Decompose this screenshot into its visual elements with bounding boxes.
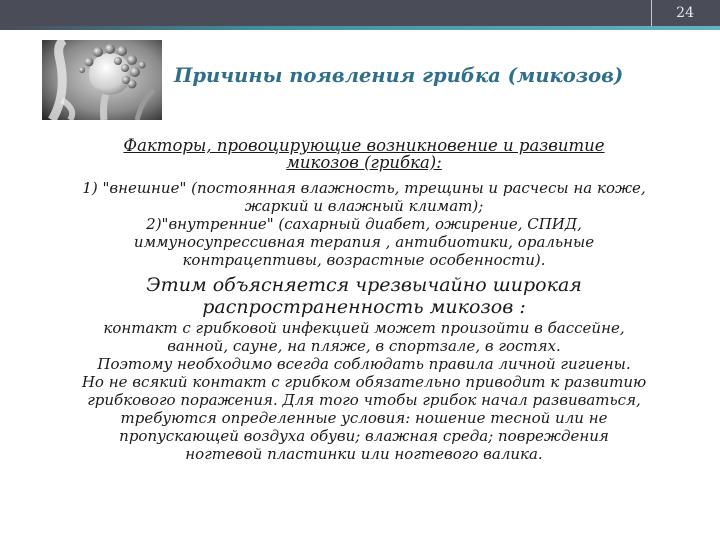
top-bar-accent (0, 26, 720, 30)
slide-number: 24 (676, 5, 694, 21)
internal-factors-line-3: контрацептивы, возрастные особенности). (182, 251, 546, 269)
slide-title: Причины появления грибка (микозов) (174, 64, 624, 87)
factors-heading-line-1: Факторы, провоцирующие возникновение и развитие (123, 136, 605, 155)
emphasis-line-2: распространенность микозов : (202, 296, 526, 318)
factors-list (30, 179, 698, 269)
contact-line-2: ванной, сауне, на пляже, в спортзале, в гостях. (167, 337, 561, 355)
internal-factors-line-1: 2)"внутренние" (сахарный диабет, ожирение, СПИД, (146, 215, 582, 233)
slide-number-divider (651, 0, 652, 26)
contact-paragraph (30, 319, 698, 463)
factors-heading (30, 137, 698, 171)
note-line-4: пропускающей воздуха обуви; влажная среда; повреждения (119, 427, 609, 445)
fungus-microscope-image (42, 40, 162, 120)
factors-heading-line-2: микозов (грибка): (286, 153, 442, 172)
external-factors-line-1: 1) "внешние" (постоянная влажность, трещины и расчесы на коже, (82, 179, 646, 197)
slide-body (30, 137, 698, 463)
prevalence-emphasis (30, 274, 698, 318)
hygiene-line: Поэтому необходимо всегда соблюдать правила личной гигиены. (97, 355, 631, 373)
note-line-1: Но не всякий контакт с грибком обязательно приводит к развитию (81, 373, 647, 391)
contact-line-1: контакт с грибковой инфекцией может произойти в бассейне, (103, 319, 625, 337)
note-line-5: ногтевой пластинки или ногтевого валика. (185, 445, 543, 463)
fungus-photo (42, 40, 162, 120)
note-line-2: грибкового поражения. Для того чтобы грибок начал развиваться, (87, 391, 641, 409)
internal-factors-line-2: иммуносупрессивная терапия , антибиотики, оральные (133, 233, 595, 251)
note-line-3: требуются определенные условия: ношение тесной или не (120, 409, 608, 427)
top-bar (0, 0, 720, 30)
external-factors-line-2: жаркий и влажный климат); (244, 197, 484, 215)
emphasis-line-1: Этим объясняется чрезвычайно широкая (146, 274, 582, 296)
